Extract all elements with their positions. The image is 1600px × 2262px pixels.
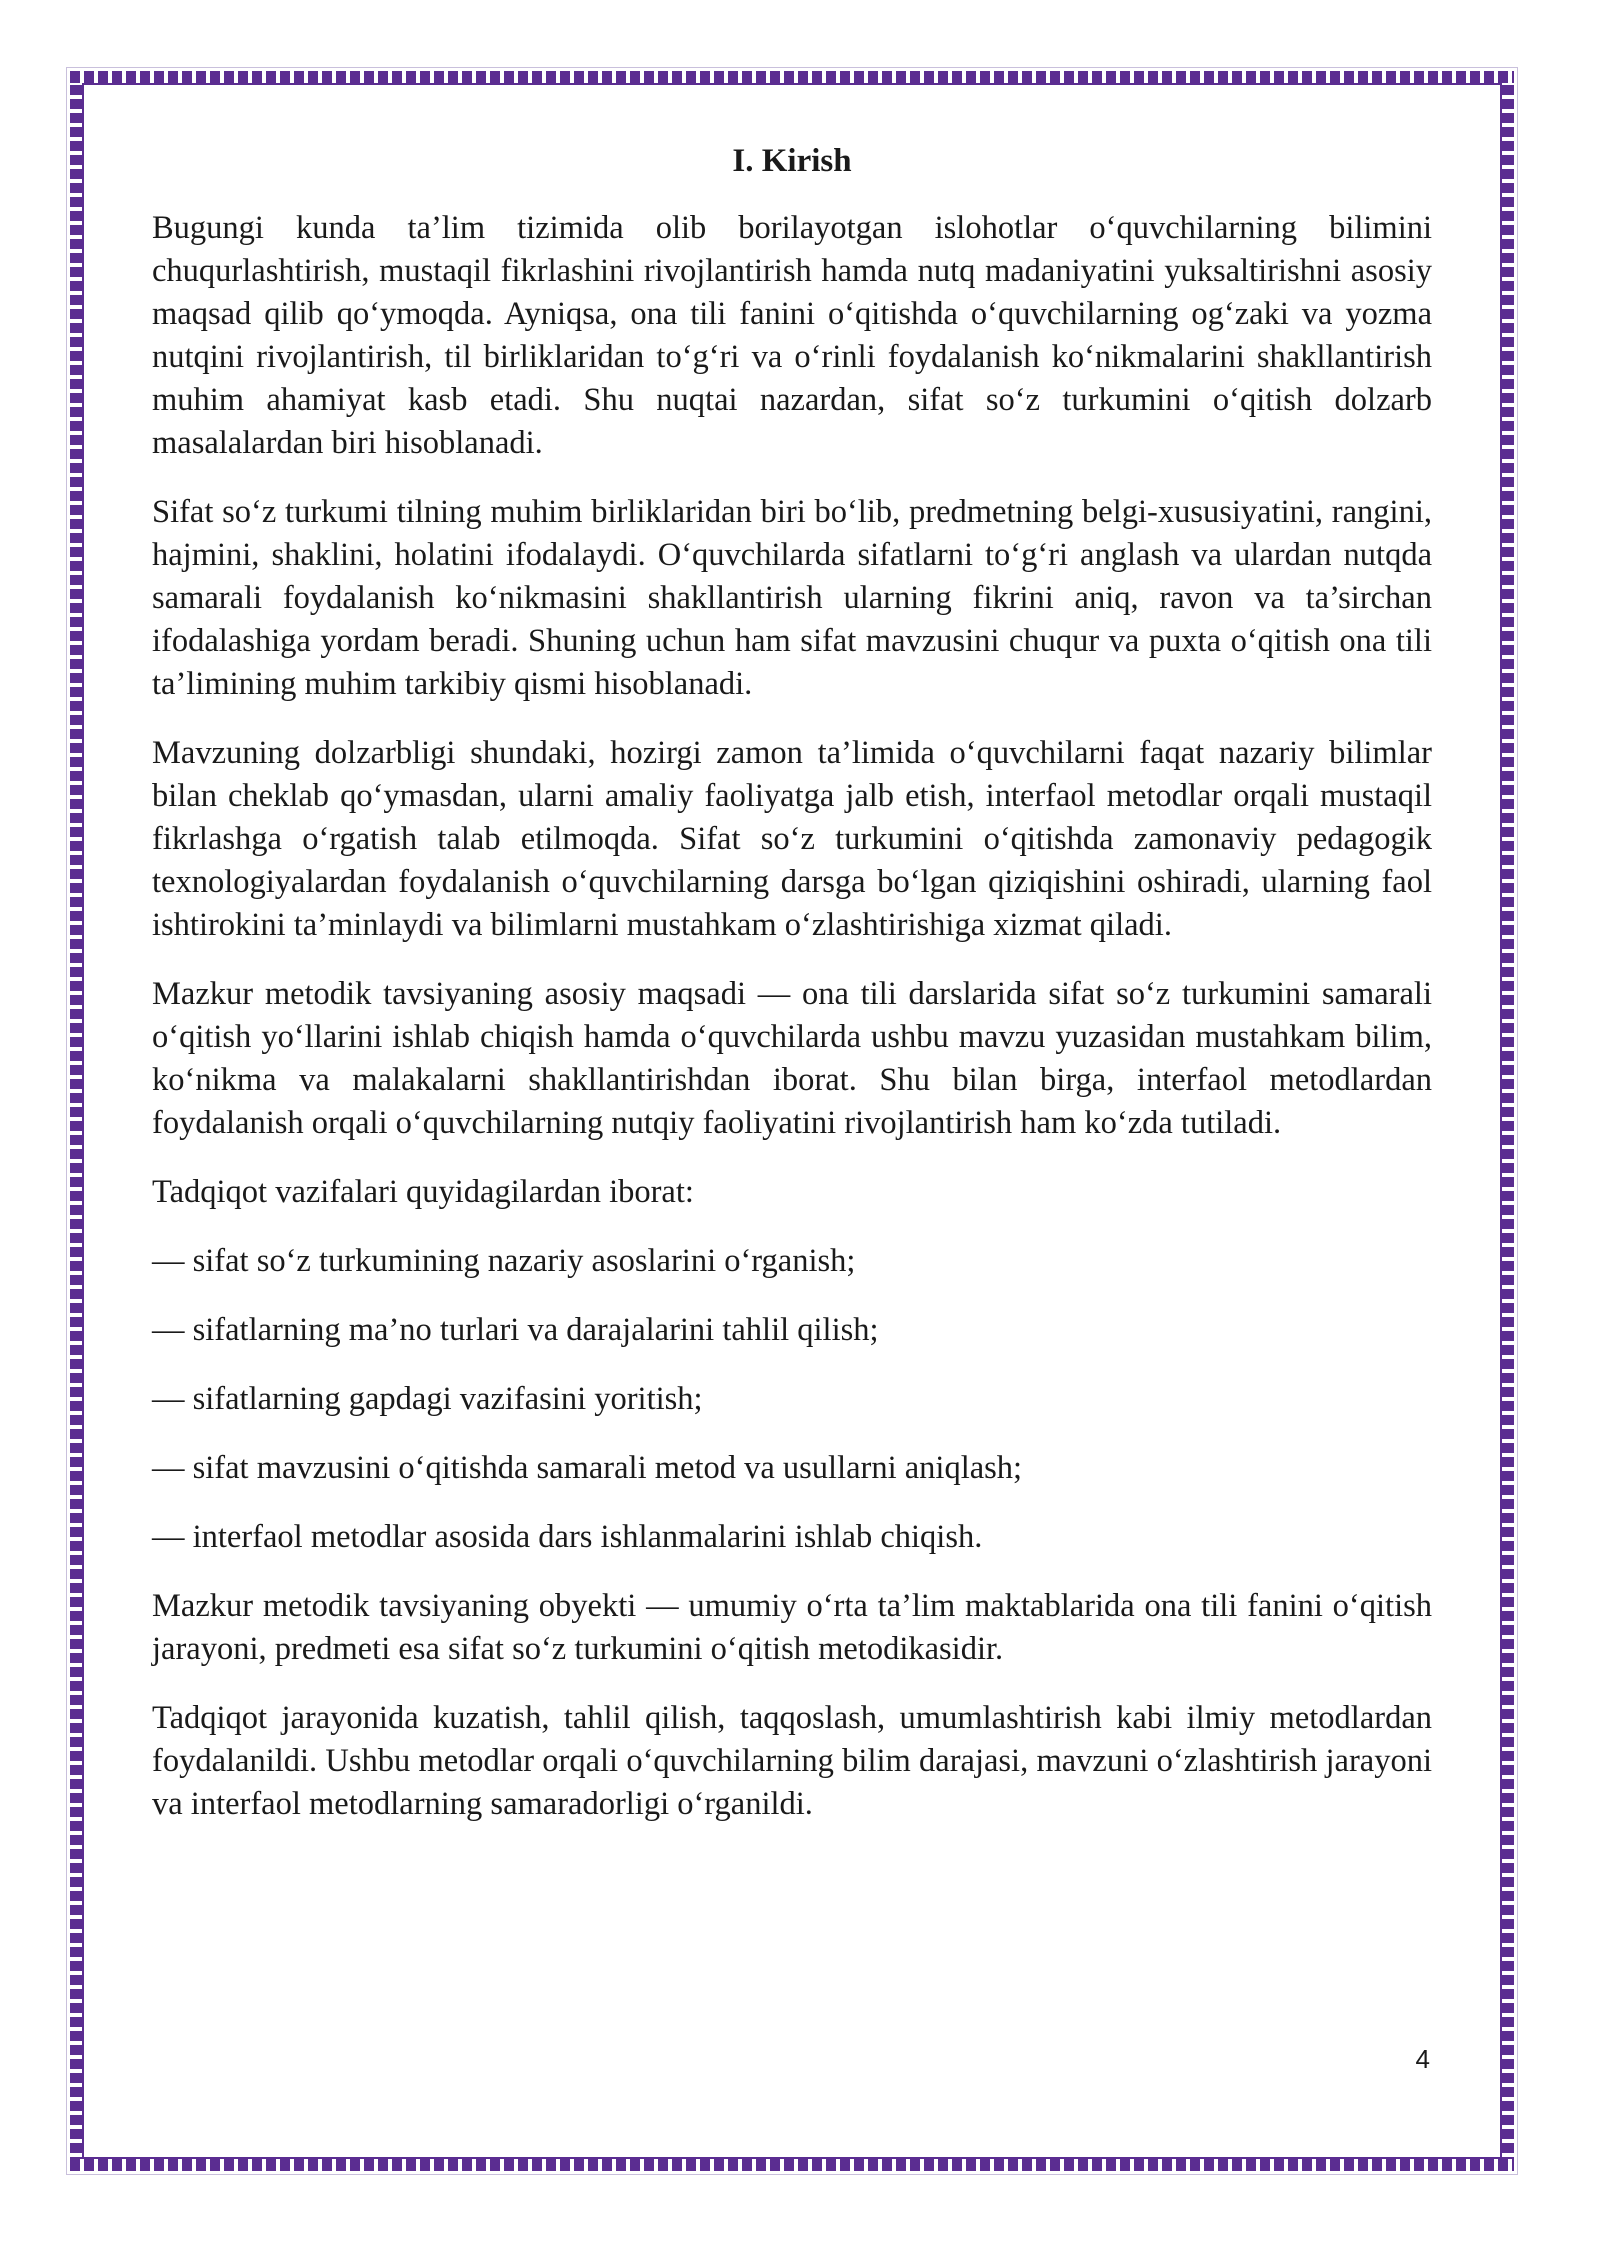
task-list-item: — sifat mavzusini o‘qitishda samarali metod va usullarni aniqlash; xyxy=(152,1450,1023,1486)
page-number: 4 xyxy=(1415,2044,1430,2074)
paragraph-methods: Tadqiqot jarayonida kuzatish, tahlil qilish, taqqoslash, umumlashtirish kabi ilmiy metodlardan foydalanildi. Ushbu metodlar orqali o‘quvchilarning bilim darajasi, mavzuni o‘zlashtirish jarayoni va interfaol metodlarning samaradorligi o‘rganildi. xyxy=(152,1700,1432,1822)
task-list-item: — sifatlarning gapdagi vazifasini yoritish; xyxy=(152,1381,703,1417)
task-list-item: — sifat so‘z turkumining nazariy asoslarini o‘rganish; xyxy=(152,1243,856,1279)
paragraph-adjective-definition: Sifat so‘z turkumi tilning muhim birliklaridan biri bo‘lib, predmetning belgi-xususiyatini, rangini, hajmini, shaklini, holatini ifodalaydi. O‘quvchilarda sifatlarni to‘g‘ri anglash va ulardan nutqda samarali foydalanish ko‘nikmasini shakllantirish ularning fikrini aniq, ravon va ta’sirchan ifodalashiga yordam beradi. Shuning uchun ham sifat mavzusini chuqur va puxta o‘qitish ona tili ta’limining muhim tarkibiy qismi hisoblanadi. xyxy=(152,494,1432,702)
tasks-intro: Tadqiqot vazifalari quyidagilardan iborat: xyxy=(152,1174,694,1210)
paragraph-object-subject: Mazkur metodik tavsiyaning obyekti — umumiy o‘rta ta’lim maktablarida ona tili fanini o‘qitish jarayoni, predmeti esa sifat so‘z turkumini o‘qitish metodikasidir. xyxy=(152,1588,1432,1667)
paragraph-purpose: Mazkur metodik tavsiyaning asosiy maqsadi — ona tili darslarida sifat so‘z turkumini samarali o‘qitish yo‘llarini ishlab chiqish hamda o‘quvchilarda ushbu mavzu yuzasidan mustahkam bilim, ko‘nikma va malakalarni shakllantirishdan iborat. Shu bilan birga, interfaol metodlardan foydalanish orqali o‘quvchilarning nutqiy faoliyatini rivojlantirish ham ko‘zda tutiladi. xyxy=(152,976,1432,1141)
task-list-item: — sifatlarning ma’no turlari va darajalarini tahlil qilish; xyxy=(152,1312,879,1348)
task-list xyxy=(152,1240,1432,1559)
section-heading: I. Kirish xyxy=(732,143,852,179)
paragraph-relevance: Mavzuning dolzarbligi shundaki, hozirgi zamon ta’limida o‘quvchilarni faqat nazariy bilimlar bilan cheklab qo‘ymasdan, ularni amaliy faoliyatga jalb etish, interfaol metodlar orqali mustaqil fikrlashga o‘rgatish talab etilmoqda. Sifat so‘z turkumini o‘qitishda zamonaviy pedagogik texnologiyalardan foydalanish o‘quvchilarning darsga bo‘lgan qiziqishini oshiradi, ularning faol ishtirokini ta’minlaydi va bilimlarni mustahkam o‘zlashtirishiga xizmat qiladi. xyxy=(152,735,1432,943)
task-list-item: — interfaol metodlar asosida dars ishlanmalarini ishlab chiqish. xyxy=(152,1519,983,1555)
paragraph-introduction: Bugungi kunda ta’lim tizimida olib borilayotgan islohotlar o‘quvchilarning bilimini chuqurlashtirish, mustaqil fikrlashini rivojlantirish hamda nutq madaniyatini yuksaltirishni asosiy maqsad qilib qo‘ymoqda. Ayniqsa, ona tili fanini o‘qitishda o‘quvchilarning og‘zaki va yozma nutqini rivojlantirish, til birliklaridan to‘g‘ri va o‘rinli foydalanish ko‘nikmalarini shakllantirish muhim ahamiyat kasb etadi. Shu nuqtai nazardan, sifat so‘z turkumini o‘qitish dolzarb masalalardan biri hisoblanadi. xyxy=(152,210,1432,461)
document-body xyxy=(152,140,1432,1852)
